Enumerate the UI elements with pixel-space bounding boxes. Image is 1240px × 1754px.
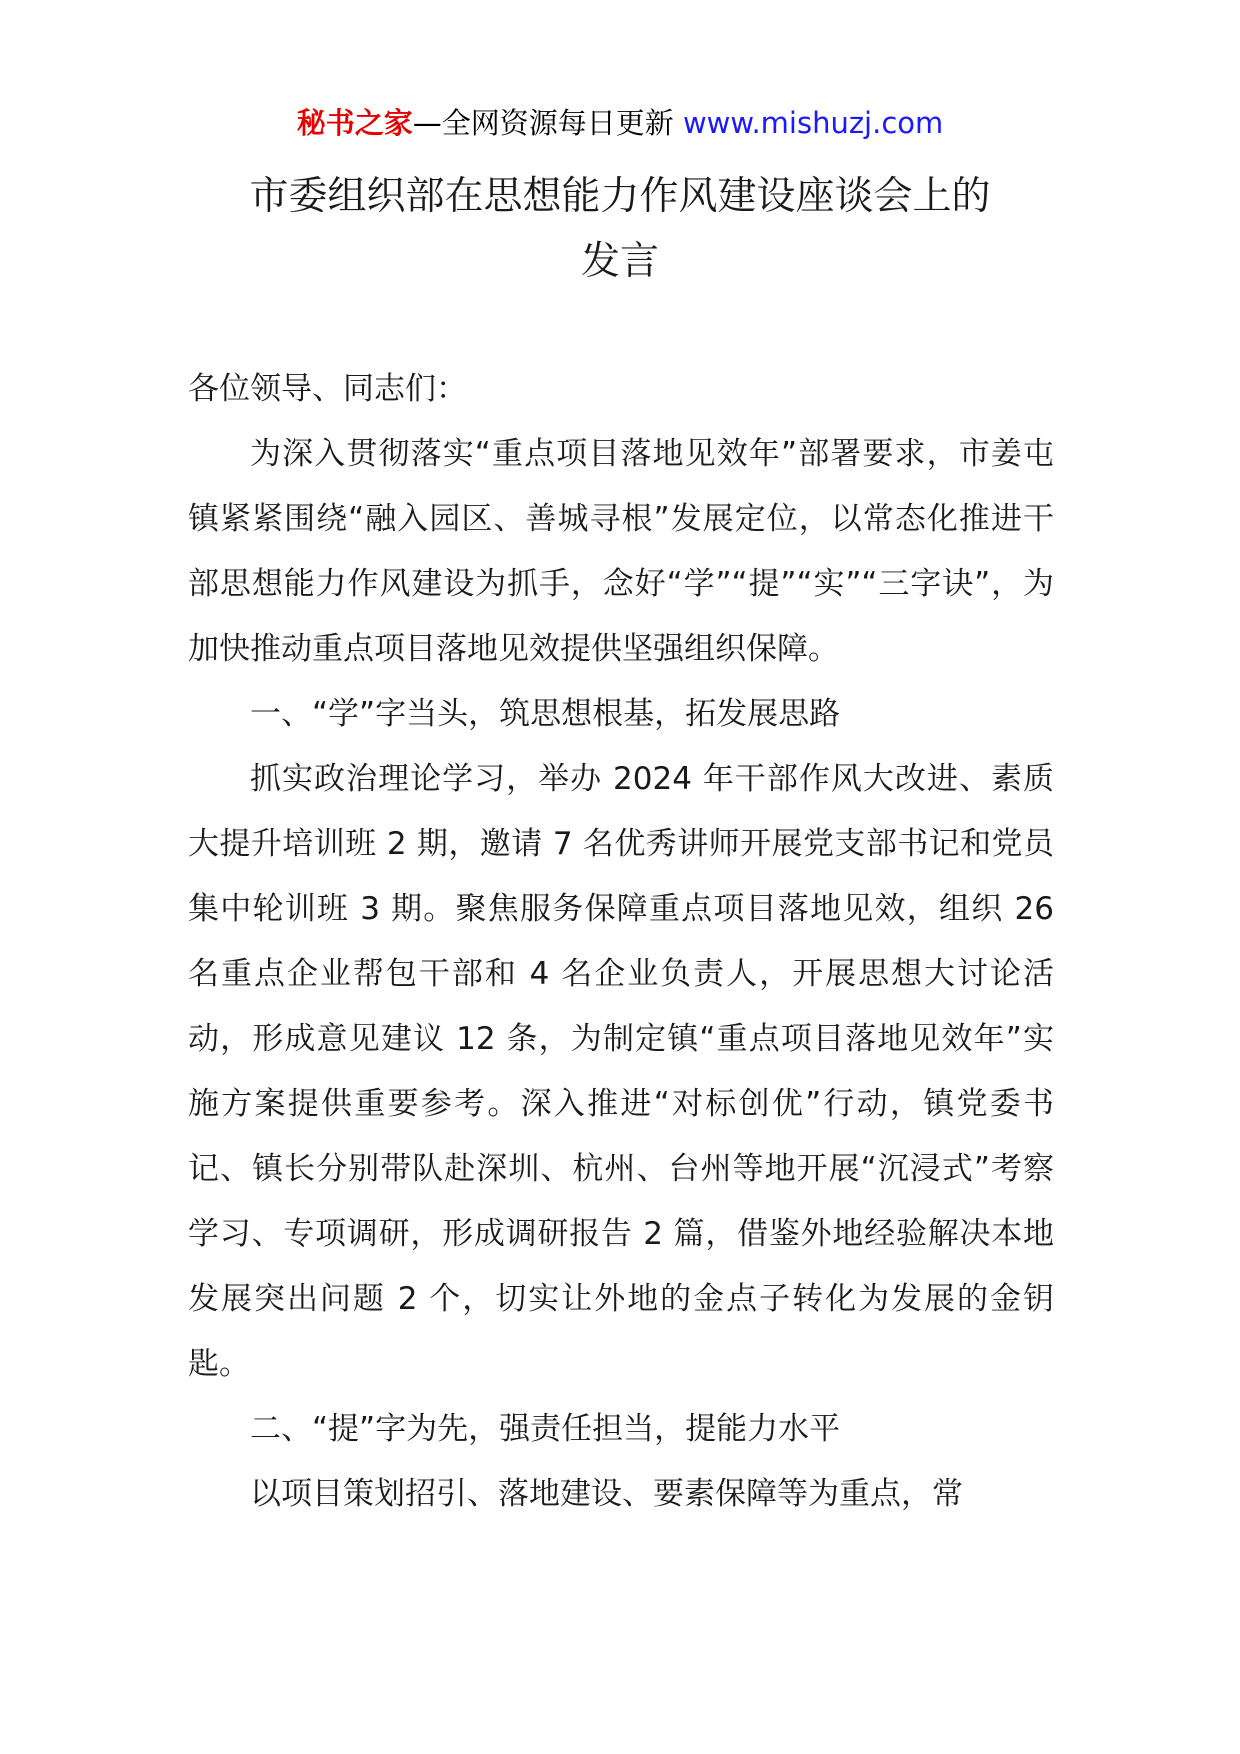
section-1-paragraph: 抓实政治理论学习，举办 2024 年干部作风大改进、素质大提升培训班 2 期，邀请 7 名优秀讲师开展党支部书记和党员集中轮训班 3 期。聚焦服务保障重点项目落地见效，组织 26 名重点企业帮包干部和 4 名企业负责人，开展思想大讨论活动，形成意见建议 12 条，为制定镇“重点项目落地见效年”实施方案提供重要参考。深入推进“对标创优”行动，镇党委书记、镇长分别带队赴深圳、杭州、台州等地开展“沉浸式”考察学习、专项调研，形成调研报告 2 篇，借鉴外地经验解决本地发展突出问题 2 个，切实让外地的金点子转化为发展的金钥匙。 [188, 761, 1054, 1382]
document-body [188, 357, 1054, 1527]
title-line-1: 市委组织部在思想能力作风建设座谈会上的 [249, 174, 991, 219]
brand-name: 秘书之家 [296, 106, 413, 140]
intro-paragraph: 为深入贯彻落实“重点项目落地见效年”部署要求，市姜屯镇紧紧围绕“融入园区、善城寻根”发展定位，以常态化推进干部思想能力作风建设为抓手，念好“学”“提”“实”“三字诀”，为加快推动重点项目落地见效提供坚强组织保障。 [188, 436, 1054, 667]
section-2-heading: 二、“提”字为先，强责任担当，提能力水平 [250, 1411, 841, 1447]
title-line-2: 发言 [580, 239, 659, 284]
site-banner [0, 101, 1240, 145]
document-title [0, 164, 1240, 294]
section-1-heading: 一、“学”字当头，筑思想根基，拓发展思路 [250, 696, 841, 732]
banner-tagline: —全网资源每日更新 [412, 106, 674, 140]
section-2-paragraph: 以项目策划招引、落地建设、要素保障等为重点，常 [250, 1476, 963, 1512]
salutation: 各位领导、同志们： [188, 371, 467, 407]
site-url-link[interactable]: www.mishuzj.com [682, 106, 944, 140]
